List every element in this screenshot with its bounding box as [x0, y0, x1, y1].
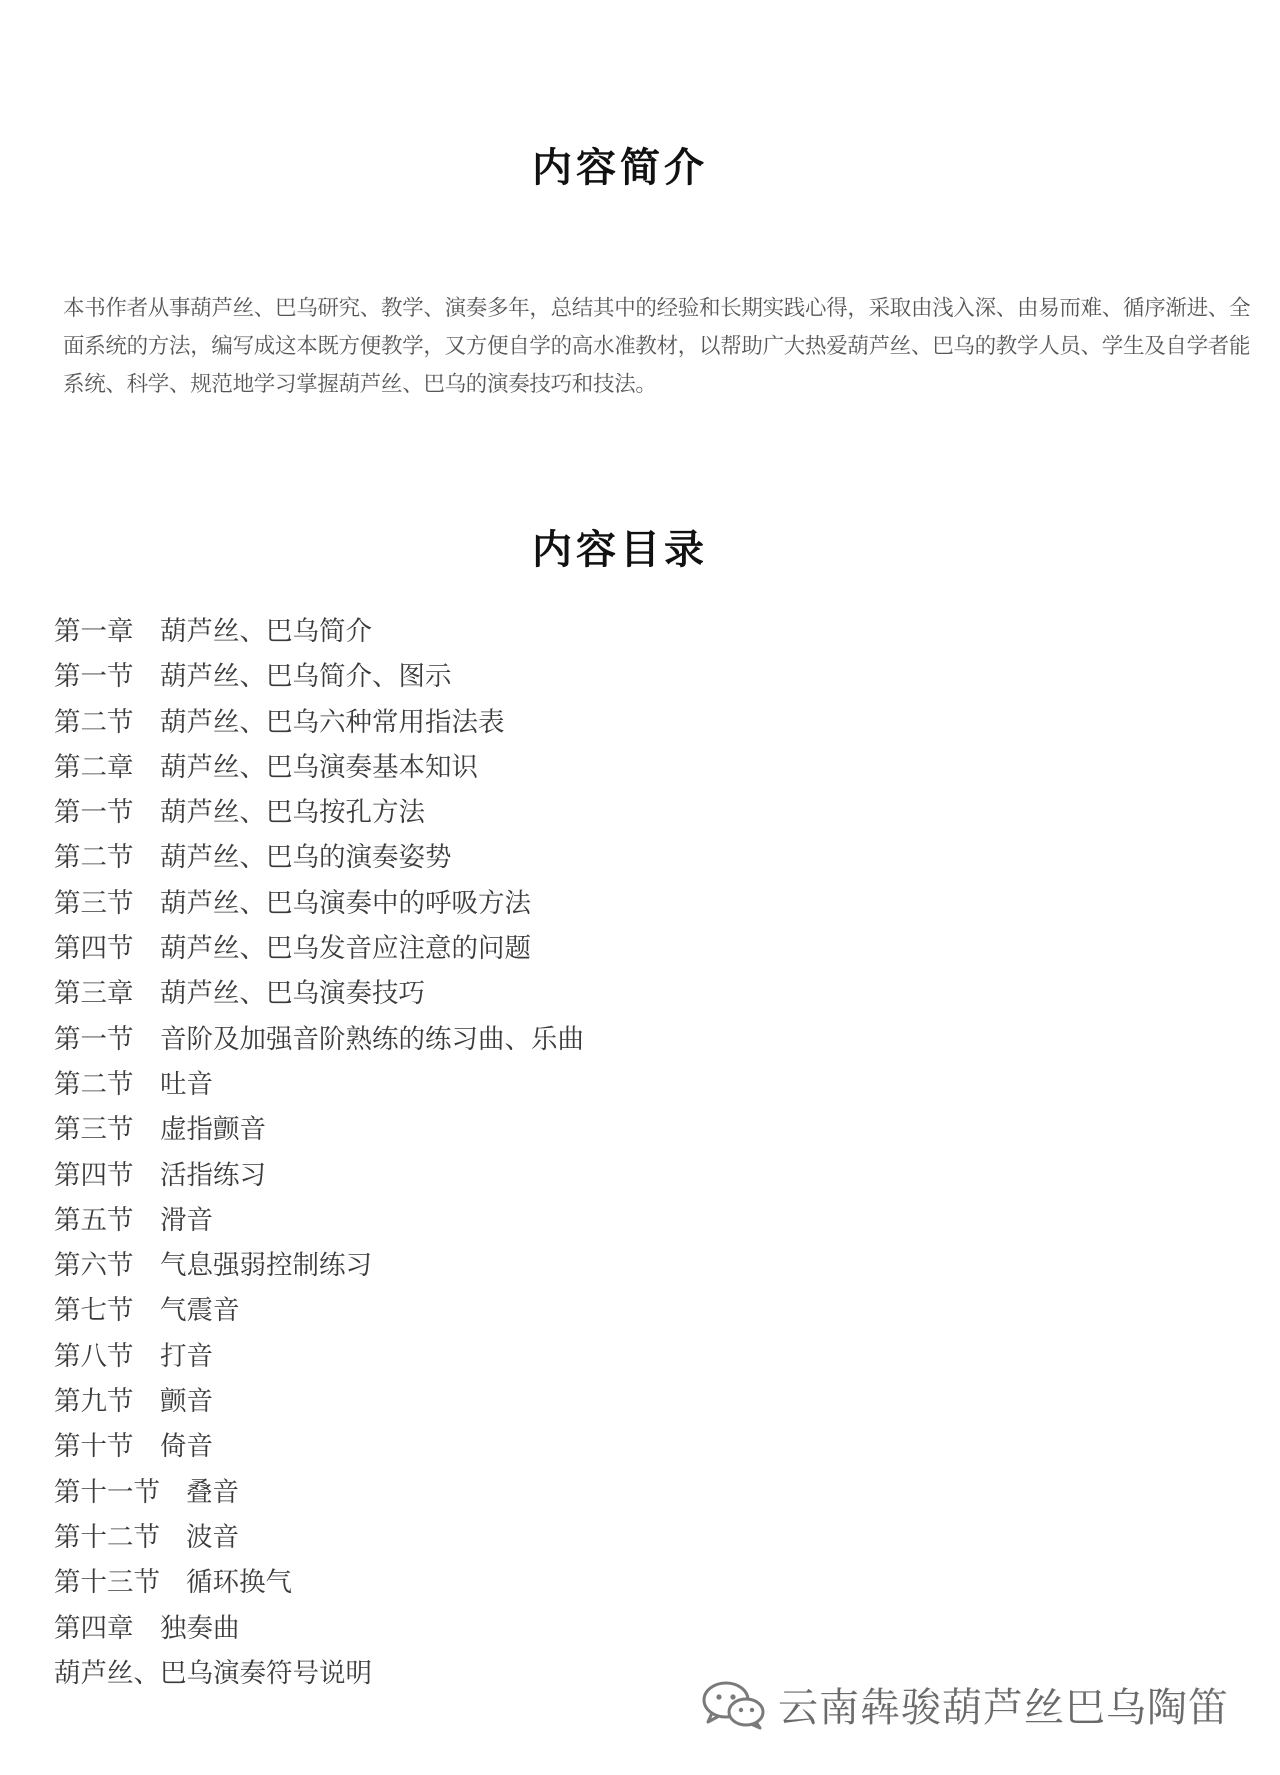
toc-item [54, 793, 584, 838]
toc-item [54, 929, 584, 974]
toc-item-title: 葫芦丝、巴乌演奏符号说明 [54, 1657, 372, 1689]
toc-item-number: 第二章 [54, 751, 134, 783]
toc-item-title: 葫芦丝、巴乌六种常用指法表 [160, 706, 505, 738]
toc-item-title: 葫芦丝、巴乌按孔方法 [160, 797, 425, 829]
toc-item [54, 1609, 584, 1654]
toc-item-title: 活指练习 [160, 1159, 266, 1191]
toc-item-title: 气息强弱控制练习 [160, 1250, 372, 1282]
toc-item [54, 838, 584, 883]
toc-item [54, 703, 584, 748]
toc-item [54, 1337, 584, 1382]
toc-item [54, 657, 584, 702]
toc-item-title: 音阶及加强音阶熟练的练习曲、乐曲 [160, 1023, 584, 1055]
toc-item-title: 独奏曲 [160, 1612, 240, 1644]
toc-item-number: 第十二节 [54, 1521, 160, 1553]
watermark-text: 云南犇骏葫芦丝巴乌陶笛 [778, 1685, 1229, 1731]
toc-item [54, 1110, 584, 1155]
toc-item-title: 葫芦丝、巴乌简介 [160, 616, 372, 647]
toc-item [54, 974, 584, 1019]
toc-item-number: 第三章 [54, 978, 134, 1010]
toc-item-number: 第三节 [54, 1114, 134, 1146]
toc-item-title: 滑音 [160, 1204, 213, 1236]
toc-item-title: 叠音 [186, 1476, 239, 1508]
toc-item-title: 打音 [160, 1340, 213, 1372]
toc-item-number: 第九节 [54, 1386, 134, 1418]
toc-item [54, 1201, 584, 1246]
toc-item [54, 1427, 584, 1472]
toc-item [54, 1065, 584, 1110]
toc-item-number: 第十三节 [54, 1567, 160, 1599]
toc-item [54, 1020, 584, 1065]
toc-item-title: 葫芦丝、巴乌演奏技巧 [160, 978, 425, 1010]
toc-item-title: 循环换气 [186, 1567, 292, 1599]
toc-item [54, 748, 584, 793]
toc-item-title: 波音 [186, 1521, 239, 1553]
toc-item [54, 884, 584, 929]
toc-list [54, 612, 584, 1699]
toc-item-number: 第二节 [54, 842, 134, 874]
toc-item-title: 吐音 [160, 1068, 213, 1100]
toc-item [54, 612, 584, 657]
toc-heading: 内容目录 [532, 527, 708, 573]
toc-item [54, 1518, 584, 1563]
toc-item-number: 第十节 [54, 1431, 134, 1463]
toc-item [54, 1291, 584, 1336]
toc-item [54, 1473, 584, 1518]
toc-item-number: 第四节 [54, 933, 134, 965]
toc-item-number: 第十一节 [54, 1476, 160, 1508]
toc-item [54, 1156, 584, 1201]
toc-item-number: 第七节 [54, 1295, 134, 1327]
toc-item-number: 第二节 [54, 706, 134, 738]
toc-item [54, 1246, 584, 1291]
toc-item-number: 第八节 [54, 1340, 134, 1372]
toc-item-number: 第四节 [54, 1159, 134, 1191]
toc-item-number: 第四章 [54, 1612, 134, 1644]
toc-item-title: 虚指颤音 [160, 1114, 266, 1146]
toc-item-number: 第三节 [54, 887, 134, 919]
watermark [700, 1676, 1229, 1733]
toc-item-title: 气震音 [160, 1295, 240, 1327]
toc-item-number: 第一节 [54, 661, 134, 693]
toc-item-number: 第五节 [54, 1204, 134, 1236]
toc-item-title: 葫芦丝、巴乌演奏中的呼吸方法 [160, 887, 531, 919]
intro-paragraph: 本书作者从事葫芦丝、巴乌研究、教学、演奏多年，总结其中的经验和长期实践心得，采取由浅入深、由易而难、循序渐进、全面系统的方法，编写成这本既方便教学，又方便自学的高水准教材，以帮助广大热爱葫芦丝、巴乌的教学人员、学生及自学者能系统、科学、规范地学习掌握葫芦丝、巴乌的演奏技巧和技法。 [63, 296, 1251, 397]
toc-item [54, 1654, 584, 1699]
toc-item-number: 第一节 [54, 797, 134, 829]
toc-item-title: 葫芦丝、巴乌简介、图示 [160, 661, 452, 693]
toc-item-title: 颤音 [160, 1386, 213, 1418]
toc-item-number: 第六节 [54, 1250, 134, 1282]
wechat-icon [700, 1680, 768, 1730]
toc-item-title: 葫芦丝、巴乌发音应注意的问题 [160, 933, 531, 965]
toc-item-title: 葫芦丝、巴乌的演奏姿势 [160, 842, 452, 874]
toc-item-number: 第一章 [54, 616, 134, 647]
intro-heading: 内容简介 [532, 145, 708, 191]
toc-item-number: 第一节 [54, 1023, 134, 1055]
toc-item-title: 葫芦丝、巴乌演奏基本知识 [160, 751, 478, 783]
toc-item-title: 倚音 [160, 1431, 213, 1463]
toc-item-number: 第二节 [54, 1068, 134, 1100]
toc-item [54, 1382, 584, 1427]
toc-item [54, 1563, 584, 1608]
